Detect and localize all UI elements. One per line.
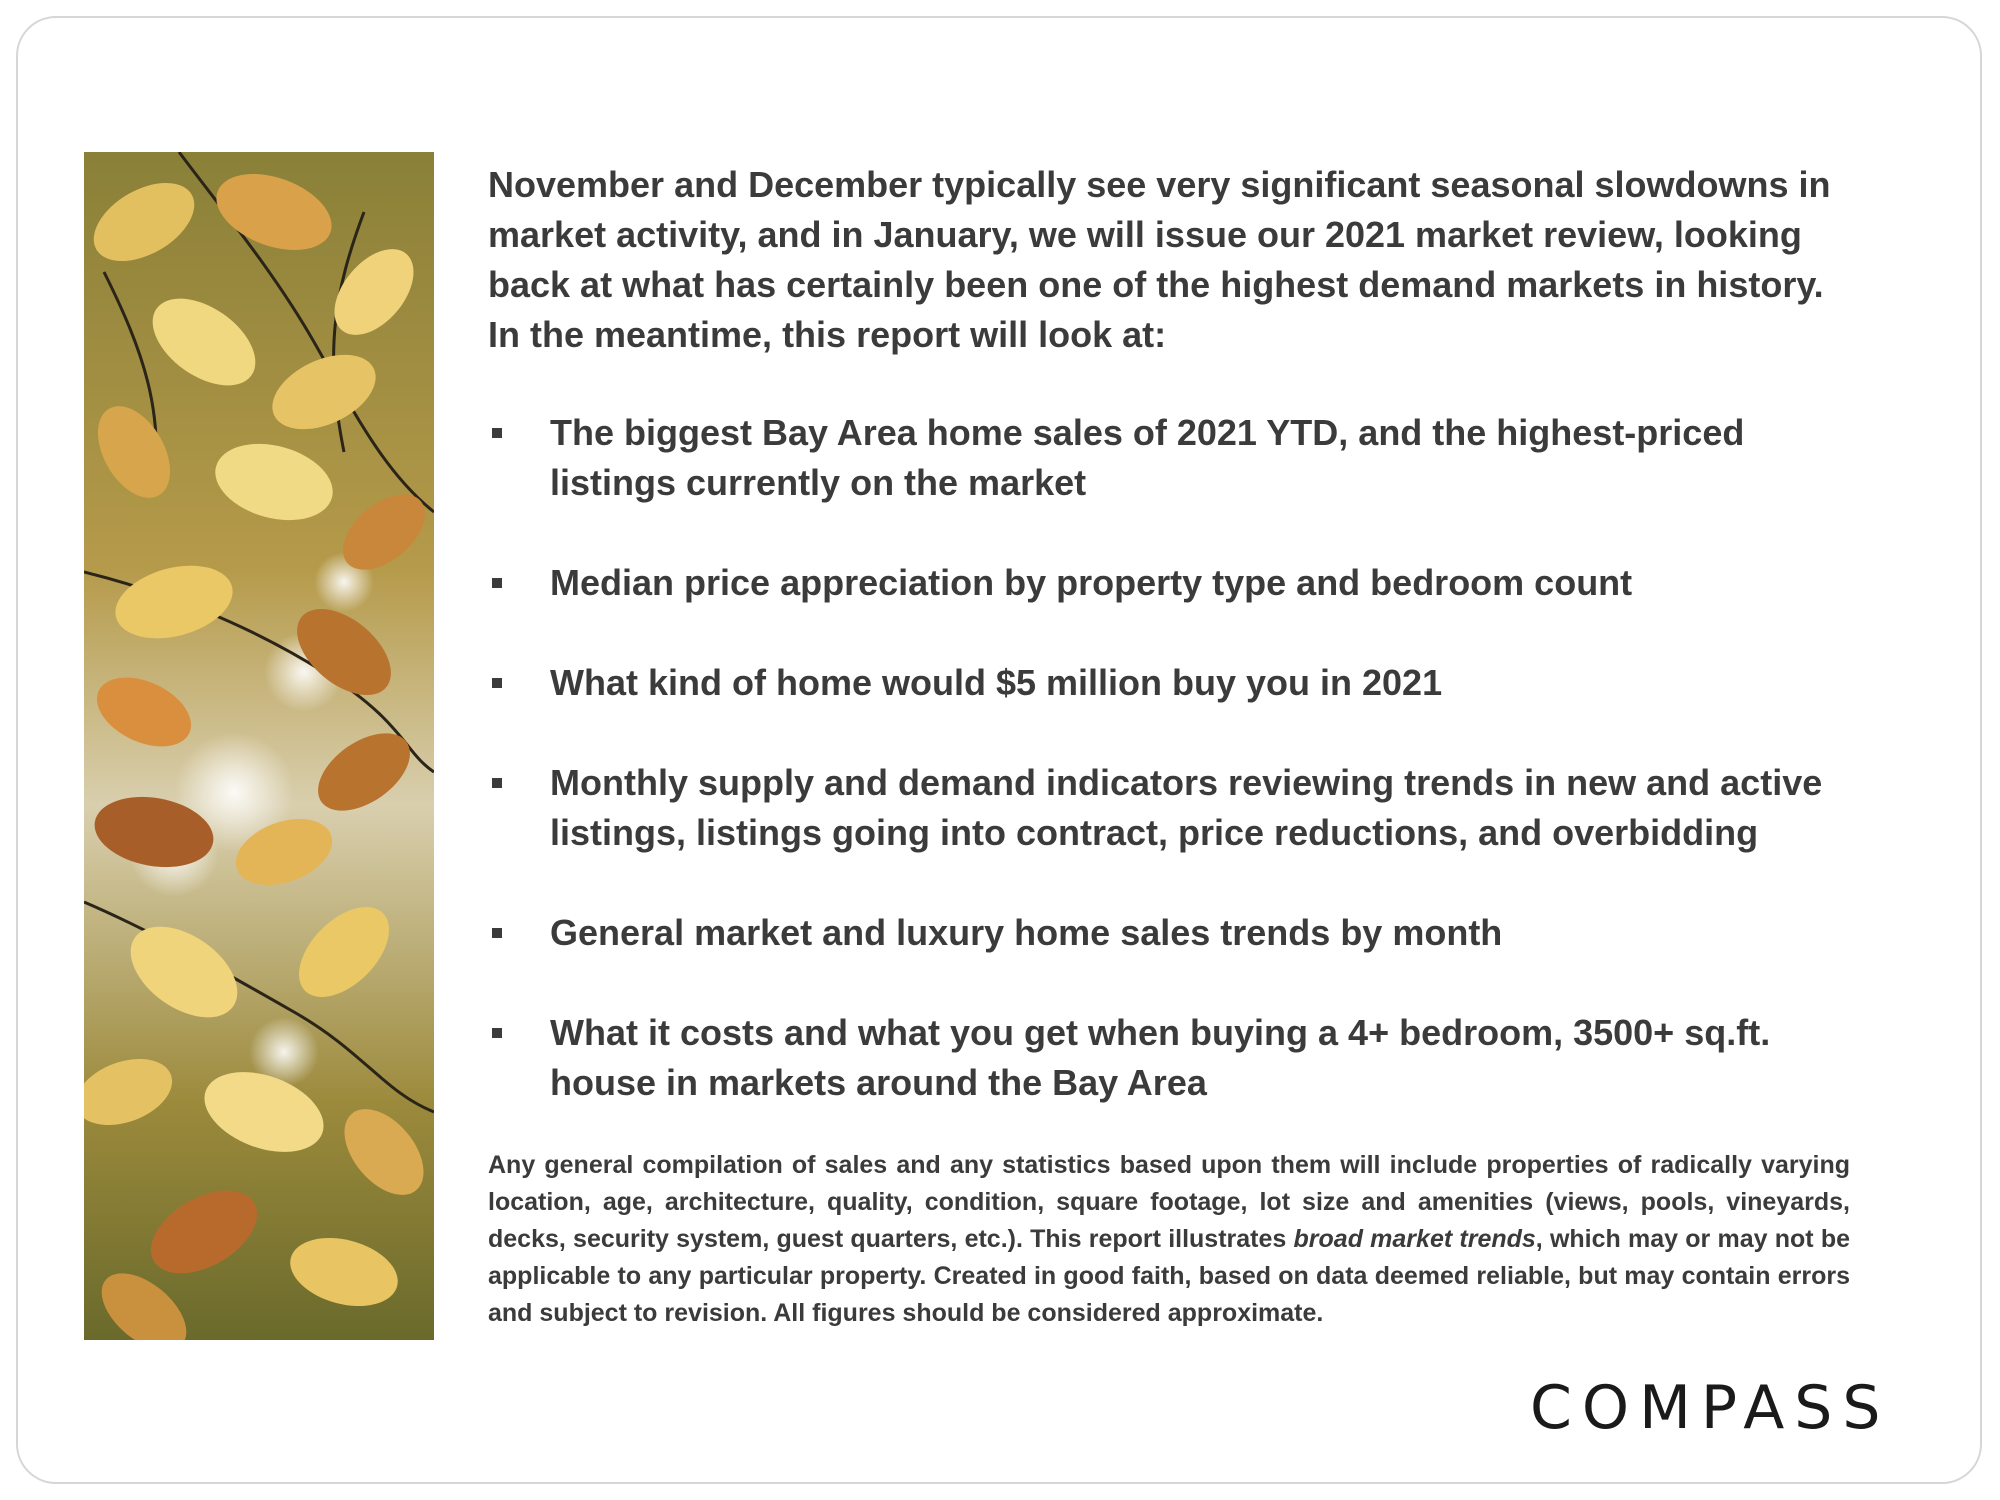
- topic-item: [488, 908, 1858, 958]
- bullet-square-icon: [492, 1028, 502, 1038]
- disclaimer-part: , which may or may not be applicable to any particular property. Created in good faith, based on data deemed reliable, but may contain errors and subject to revision. All figures should be considered approximate.: [488, 1225, 1850, 1327]
- topic-item: [488, 408, 1858, 508]
- compass-logo: COMPASS: [1530, 1373, 1891, 1443]
- report-content: [488, 160, 1858, 1158]
- topic-text: Monthly supply and demand indicators reviewing trends in new and active listings, listings going into contract, price reductions, and overbidding: [550, 762, 1823, 853]
- bullet-square-icon: [492, 778, 502, 788]
- topic-text: Median price appreciation by property type and bedroom count: [550, 562, 1633, 603]
- topic-text: What kind of home would $5 million buy you in 2021: [550, 662, 1443, 703]
- autumn-leaves-image: [84, 152, 434, 1340]
- disclaimer-emphasis: broad market trends: [1293, 1225, 1536, 1253]
- topic-item: [488, 758, 1858, 858]
- topic-text: General market and luxury home sales trends by month: [550, 912, 1503, 953]
- intro-paragraph: November and December typically see very significant seasonal slowdowns in market activity, and in January, we will issue our 2021 market review, looking back at what has certainly been one of the highest demand markets in history. In the meantime, this report will look at:: [488, 164, 1831, 355]
- disclaimer-part: Any general compilation of sales and any statistics based upon them will include properties of radically varying location, age, architecture, quality, condition, square footage, lot size and amenities (views, pools, vineyards, decks, security system, guest quarters, etc.). This report illustrates: [488, 1151, 1850, 1253]
- topics-list: [488, 408, 1858, 1108]
- bullet-square-icon: [492, 578, 502, 588]
- bullet-square-icon: [492, 428, 502, 438]
- bullet-square-icon: [492, 928, 502, 938]
- topic-item: [488, 558, 1858, 608]
- topic-item: [488, 1008, 1858, 1108]
- disclaimer-text: [488, 1147, 1850, 1332]
- autumn-leaves-illustration: [84, 152, 434, 1340]
- topic-text: The biggest Bay Area home sales of 2021 YTD, and the highest-priced listings currently on the market: [550, 412, 1745, 503]
- topic-item: [488, 658, 1858, 708]
- topic-text: What it costs and what you get when buying a 4+ bedroom, 3500+ sq.ft. house in markets around the Bay Area: [550, 1012, 1771, 1103]
- bullet-square-icon: [492, 678, 502, 688]
